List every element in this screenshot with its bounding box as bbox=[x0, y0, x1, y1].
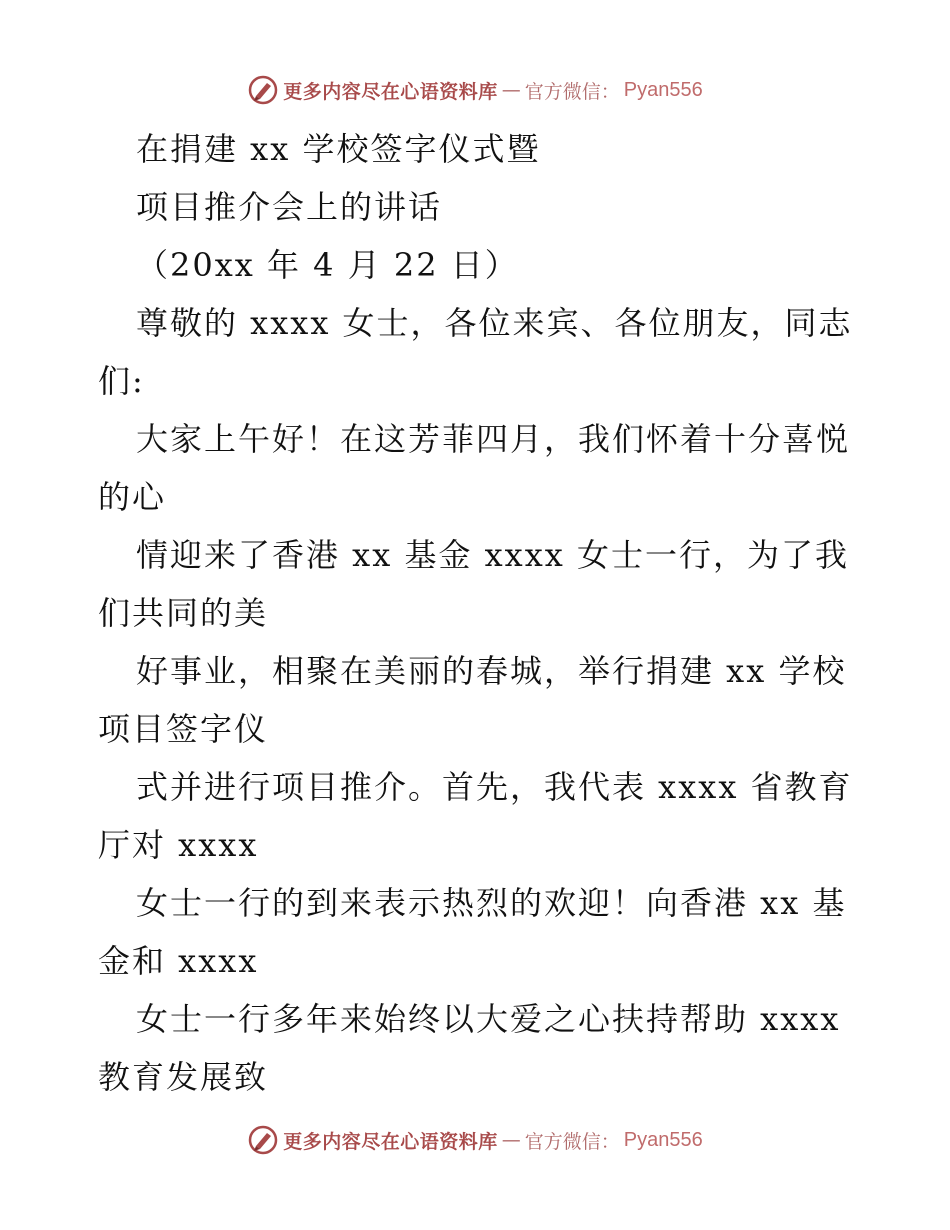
header-banner-text: 更多内容尽在心语资料库 bbox=[283, 80, 498, 103]
doc-paragraph-line: 女士一行多年来始终以大爱之心扶持帮助 xxxx bbox=[136, 1000, 841, 1038]
doc-paragraph-line: 大家上午好！在这芳菲四月，我们怀着十分喜悦 bbox=[136, 420, 851, 458]
doc-paragraph-line: 式并进行项目推介。首先，我代表 xxxx 省教育 bbox=[136, 768, 853, 806]
footer-banner-dash: — bbox=[501, 1129, 521, 1151]
header-banner-dash: — bbox=[501, 79, 521, 101]
pen-logo-icon bbox=[247, 74, 279, 106]
doc-paragraph-line: 尊敬的 xxxx 女士，各位来宾、各位朋友，同志 bbox=[136, 304, 853, 342]
doc-paragraph-line: 厅对 xxxx bbox=[98, 826, 259, 864]
doc-paragraph-line: 女士一行的到来表示热烈的欢迎！向香港 xx 基 bbox=[136, 884, 847, 922]
doc-title-line-1: 在捐建 xx 学校签字仪式暨 bbox=[136, 130, 541, 168]
doc-paragraph-line: 教育发展致 bbox=[98, 1058, 269, 1096]
doc-paragraph-line: 金和 xxxx bbox=[98, 942, 259, 980]
doc-date-line: （20xx 年 4 月 22 日） bbox=[136, 246, 519, 284]
footer-wechat-id: Pyan556 bbox=[623, 1128, 703, 1151]
footer-wechat-label: 官方微信： bbox=[524, 1130, 620, 1153]
footer-banner bbox=[0, 1120, 950, 1160]
pen-logo-icon bbox=[247, 1124, 279, 1156]
document-body bbox=[98, 120, 853, 1106]
header-wechat-id: Pyan556 bbox=[623, 78, 703, 101]
doc-paragraph-line: 好事业，相聚在美丽的春城，举行捐建 xx 学校 bbox=[136, 652, 847, 690]
doc-paragraph-line: 们共同的美 bbox=[98, 594, 269, 632]
footer-banner-text: 更多内容尽在心语资料库 bbox=[283, 1130, 498, 1153]
header-wechat-label: 官方微信： bbox=[524, 80, 620, 103]
doc-paragraph-line: 的心 bbox=[98, 478, 167, 516]
header-banner bbox=[0, 70, 950, 110]
doc-paragraph-line: 们: bbox=[98, 362, 145, 400]
doc-paragraph-line: 情迎来了香港 xx 基金 xxxx 女士一行，为了我 bbox=[136, 536, 849, 574]
doc-paragraph-line: 项目签字仪 bbox=[98, 710, 269, 748]
doc-title-line-2: 项目推介会上的讲话 bbox=[136, 188, 443, 226]
